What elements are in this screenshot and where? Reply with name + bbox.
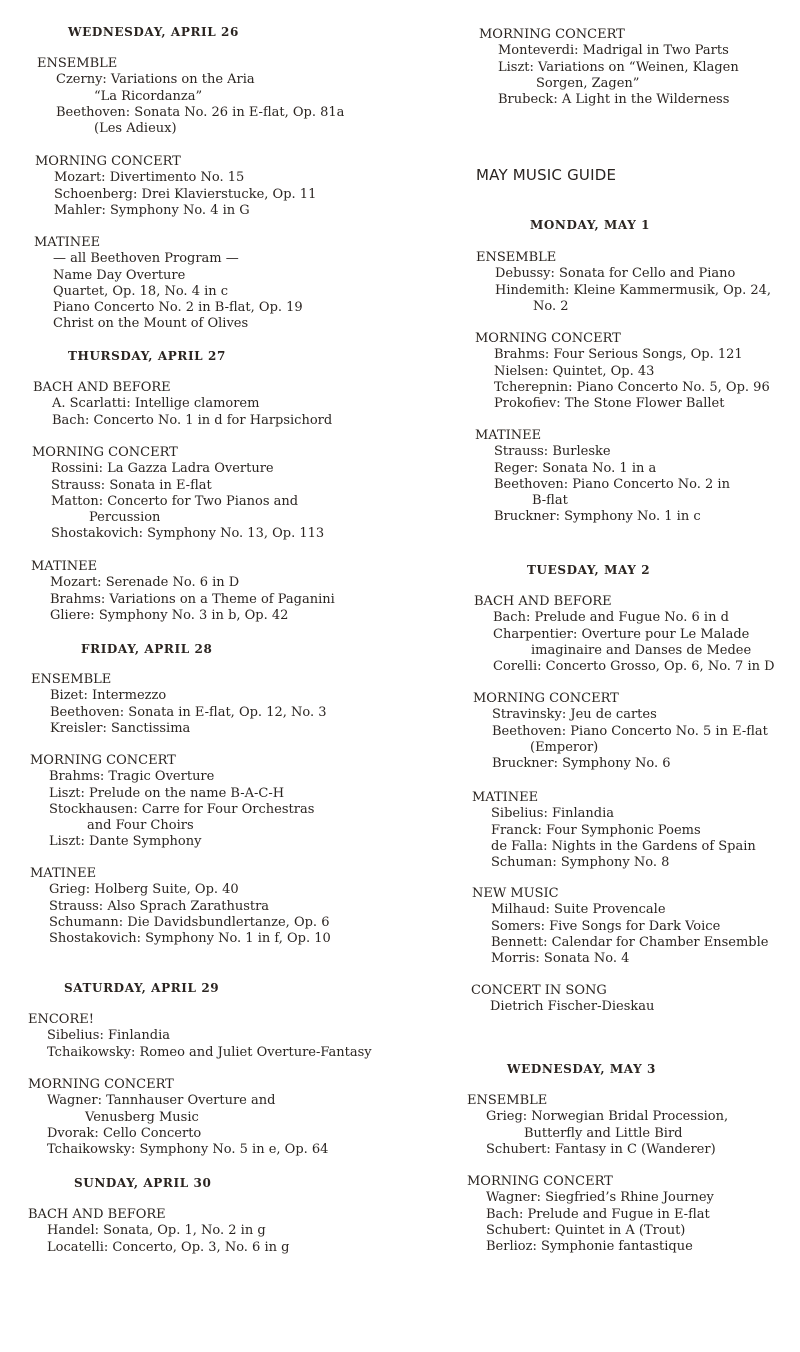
program-item-continuation: Venusberg Music xyxy=(85,1109,199,1125)
program-list xyxy=(471,999,654,1015)
section-title: NEW MUSIC xyxy=(472,886,559,901)
program-item-text: Handel: Sonata, Op. 1, No. 2 in g xyxy=(47,1223,266,1239)
program-section xyxy=(467,1093,728,1158)
program-item xyxy=(54,187,316,203)
program-item-text: Monteverdi: Madrigal in Two Parts xyxy=(498,43,729,59)
program-item xyxy=(47,1045,372,1061)
program-list xyxy=(474,610,775,675)
program-list xyxy=(475,347,770,412)
program-item xyxy=(47,1126,328,1142)
program-item xyxy=(53,300,303,316)
program-item xyxy=(486,1207,714,1223)
program-section xyxy=(30,753,314,851)
program-item xyxy=(494,396,770,412)
program-item-continuation: No. 2 xyxy=(533,298,569,314)
program-item-text: Stravinsky: Jeu de cartes xyxy=(492,707,657,723)
program-item xyxy=(495,283,771,316)
program-section xyxy=(32,445,324,543)
program-item xyxy=(49,931,331,947)
program-item-text: Christ on the Mount of Olives xyxy=(53,316,249,332)
program-item-continuation: (Les Adieux) xyxy=(94,121,177,137)
program-item-text: Beethoven: Sonata in E-flat, Op. 12, No. 3 xyxy=(50,704,327,720)
program-section xyxy=(472,790,756,871)
program-item xyxy=(491,806,756,822)
section-title: ENCORE! xyxy=(28,1012,94,1027)
program-item xyxy=(494,477,730,510)
program-item xyxy=(494,347,770,363)
program-item xyxy=(494,380,770,396)
program-item xyxy=(56,72,344,105)
section-title: BACH AND BEFORE xyxy=(33,380,171,395)
program-item xyxy=(491,951,768,967)
program-item xyxy=(493,610,775,626)
program-item-text: Bizet: Intermezzo xyxy=(50,688,167,704)
program-item-continuation: B-flat xyxy=(532,493,568,509)
program-item-text: Beethoven: Piano Concerto No. 2 in xyxy=(494,476,730,492)
program-item-text: Kreisler: Sanctissima xyxy=(50,720,191,736)
program-item xyxy=(50,705,327,721)
program-item-text: Wagner: Tannhauser Overture and xyxy=(47,1093,276,1109)
program-item-text: Liszt: Variations on “Weinen, Klagen xyxy=(498,59,739,75)
program-item xyxy=(51,494,324,527)
section-title: MORNING CONCERT xyxy=(475,331,621,346)
program-item xyxy=(486,1142,728,1158)
day-heading: WEDNESDAY, APRIL 26 xyxy=(68,25,239,39)
section-title: MATINEE xyxy=(31,559,98,574)
program-item xyxy=(53,251,303,267)
program-item xyxy=(49,899,331,915)
program-item xyxy=(491,839,756,855)
program-item xyxy=(50,592,335,608)
program-item-text: de Falla: Nights in the Gardens of Spain xyxy=(491,838,756,854)
day-heading: TUESDAY, MAY 2 xyxy=(527,563,651,577)
program-list xyxy=(479,43,739,108)
program-section xyxy=(31,672,327,737)
program-list xyxy=(37,72,344,137)
program-item xyxy=(49,769,314,785)
program-item xyxy=(54,203,316,219)
program-section xyxy=(475,331,770,412)
program-item xyxy=(47,1142,328,1158)
program-item-text: Piano Concerto No. 2 in B-flat, Op. 19 xyxy=(53,300,303,316)
program-item xyxy=(490,999,654,1015)
program-item-text: Beethoven: Piano Concerto No. 5 in E-flat xyxy=(492,723,768,739)
program-section xyxy=(28,1207,289,1256)
program-item-text: Shostakovich: Symphony No. 13, Op. 113 xyxy=(51,526,325,542)
program-item-text: Sibelius: Finlandia xyxy=(491,806,615,822)
program-item-text: Brahms: Variations on a Theme of Paganini xyxy=(50,591,335,607)
program-item-text: Prokofiev: The Stone Flower Ballet xyxy=(494,396,725,412)
program-item xyxy=(486,1223,714,1239)
program-item xyxy=(494,444,730,460)
program-item-text: Nielsen: Quintet, Op. 43 xyxy=(494,363,655,379)
program-item-text: Mozart: Serenade No. 6 in D xyxy=(50,575,240,591)
program-item-continuation: (Emperor) xyxy=(530,739,599,755)
program-item-text: Dietrich Fischer-Dieskau xyxy=(490,999,655,1015)
program-item-continuation: and Four Choirs xyxy=(87,818,194,834)
program-section xyxy=(35,154,316,219)
program-item xyxy=(492,707,768,723)
program-item xyxy=(498,43,739,59)
program-item xyxy=(49,915,331,931)
section-title: CONCERT IN SONG xyxy=(471,983,607,998)
program-item xyxy=(47,1223,289,1239)
program-item xyxy=(498,92,739,108)
program-item xyxy=(54,170,316,186)
program-item-text: — all Beethoven Program — xyxy=(53,251,239,267)
program-section xyxy=(474,594,775,675)
program-item-text: Brahms: Tragic Overture xyxy=(49,769,215,785)
program-item-text: Rossini: La Gazza Ladra Overture xyxy=(51,461,274,477)
day-heading: FRIDAY, APRIL 28 xyxy=(81,642,213,656)
program-item-text: Milhaud: Suite Provencale xyxy=(491,902,666,918)
program-item-text: Quartet, Op. 18, No. 4 in c xyxy=(53,283,229,299)
program-section xyxy=(473,691,768,772)
program-item-text: Franck: Four Symphonic Poems xyxy=(491,822,701,838)
program-section xyxy=(30,866,331,947)
program-item xyxy=(49,802,314,835)
program-section xyxy=(471,983,654,1016)
day-heading: SUNDAY, APRIL 30 xyxy=(74,1176,212,1190)
program-section xyxy=(475,428,730,526)
section-title: MORNING CONCERT xyxy=(473,691,619,706)
program-item-text: Schubert: Fantasy in C (Wanderer) xyxy=(486,1141,716,1157)
program-list xyxy=(472,806,756,871)
section-title: MATINEE xyxy=(472,790,539,805)
program-item xyxy=(492,756,768,772)
program-item-text: Bach: Concerto No. 1 in d for Harpsichord xyxy=(52,412,333,428)
section-title: MORNING CONCERT xyxy=(28,1077,174,1092)
program-item xyxy=(486,1239,714,1255)
program-item xyxy=(47,1240,289,1256)
section-title: MORNING CONCERT xyxy=(467,1174,613,1189)
program-list xyxy=(32,461,324,542)
program-list xyxy=(472,902,768,967)
program-item-text: Bach: Prelude and Fugue in E-flat xyxy=(486,1206,710,1222)
program-item xyxy=(494,509,730,525)
program-item xyxy=(50,688,327,704)
program-section xyxy=(476,250,771,315)
program-item-text: Wagner: Siegfried’s Rhine Journey xyxy=(486,1190,714,1206)
program-item xyxy=(491,823,756,839)
program-item xyxy=(53,268,303,284)
program-item xyxy=(52,413,332,429)
program-list xyxy=(467,1190,714,1255)
program-section xyxy=(37,56,344,137)
program-list xyxy=(28,1028,372,1061)
program-item xyxy=(486,1109,728,1142)
program-item-text: Somers: Five Songs for Dark Voice xyxy=(491,918,721,934)
program-list xyxy=(34,251,303,332)
program-item-text: Tchaikowsky: Symphony No. 5 in e, Op. 64 xyxy=(47,1142,329,1158)
program-item xyxy=(51,478,324,494)
program-item-text: Brahms: Four Serious Songs, Op. 121 xyxy=(494,347,743,363)
program-item-text: Bruckner: Symphony No. 6 xyxy=(492,756,671,772)
program-item-text: Grieg: Holberg Suite, Op. 40 xyxy=(49,882,239,898)
program-item xyxy=(491,902,768,918)
program-item-continuation: Butterfly and Little Bird xyxy=(524,1125,683,1141)
program-item-text: Gliere: Symphony No. 3 in b, Op. 42 xyxy=(50,607,289,623)
program-item-text: Schoenberg: Drei Klavierstucke, Op. 11 xyxy=(54,186,317,202)
program-item-text: Grieg: Norwegian Bridal Procession, xyxy=(486,1109,729,1125)
program-item xyxy=(50,721,327,737)
program-section xyxy=(31,559,335,624)
program-section xyxy=(28,1012,372,1061)
program-item xyxy=(53,284,303,300)
program-item xyxy=(498,60,739,93)
program-item-text: Mahler: Symphony No. 4 in G xyxy=(54,202,250,218)
program-item-text: Charpentier: Overture pour Le Malade xyxy=(493,626,750,642)
section-title: MORNING CONCERT xyxy=(30,753,176,768)
program-list xyxy=(30,882,331,947)
section-title: ENSEMBLE xyxy=(476,250,557,265)
program-item xyxy=(49,786,314,802)
program-list xyxy=(33,396,332,429)
program-item xyxy=(50,575,335,591)
section-title: MATINEE xyxy=(475,428,542,443)
day-heading: SATURDAY, APRIL 29 xyxy=(64,981,220,995)
program-item xyxy=(493,659,775,675)
program-list xyxy=(476,266,771,315)
section-title: BACH AND BEFORE xyxy=(474,594,612,609)
section-title: BACH AND BEFORE xyxy=(28,1207,166,1222)
program-item-text: Berlioz: Symphonie fantastique xyxy=(486,1239,693,1255)
section-title: MORNING CONCERT xyxy=(479,27,625,42)
program-item-text: Liszt: Prelude on the name B-A-C-H xyxy=(49,785,285,801)
program-item xyxy=(491,935,768,951)
program-item-text: Corelli: Concerto Grosso, Op. 6, No. 7 in D xyxy=(493,659,775,675)
program-item xyxy=(494,364,770,380)
program-item-text: Bruckner: Symphony No. 1 in c xyxy=(494,509,701,525)
program-item-text: Liszt: Dante Symphony xyxy=(49,834,202,850)
day-heading: MONDAY, MAY 1 xyxy=(530,218,651,232)
program-item xyxy=(491,919,768,935)
program-item-text: Dvorak: Cello Concerto xyxy=(47,1125,202,1141)
program-section xyxy=(34,235,303,333)
program-item xyxy=(49,834,314,850)
program-item-text: Shostakovich: Symphony No. 1 in f, Op. 10 xyxy=(49,931,331,947)
program-item xyxy=(50,608,335,624)
section-title: MORNING CONCERT xyxy=(32,445,178,460)
day-heading: WEDNESDAY, MAY 3 xyxy=(507,1062,656,1076)
program-item-text: Strauss: Also Sprach Zarathustra xyxy=(49,898,270,914)
program-item-text: Czerny: Variations on the Aria xyxy=(56,72,255,88)
program-item-text: Beethoven: Sonata No. 26 in E-flat, Op. 81a xyxy=(56,104,345,120)
program-item-text: Schubert: Quintet in A (Trout) xyxy=(486,1222,686,1238)
program-section xyxy=(33,380,332,429)
program-item xyxy=(52,396,332,412)
program-item-text: Bennett: Calendar for Chamber Ensemble xyxy=(491,934,769,950)
section-title: ENSEMBLE xyxy=(37,56,118,71)
program-item xyxy=(51,461,324,477)
program-item xyxy=(495,266,771,282)
program-item-continuation: Sorgen, Zagen” xyxy=(536,75,640,91)
program-item xyxy=(492,724,768,757)
program-list xyxy=(475,444,730,525)
program-item-text: Strauss: Burleske xyxy=(494,444,611,460)
program-item xyxy=(494,461,730,477)
program-item-continuation: imaginaire and Danses de Medee xyxy=(531,642,752,658)
program-list xyxy=(28,1223,289,1256)
program-item xyxy=(53,316,303,332)
program-item xyxy=(486,1190,714,1206)
program-item-text: Stockhausen: Carre for Four Orchestras xyxy=(49,801,315,817)
program-item-text: A. Scarlatti: Intellige clamorem xyxy=(52,396,260,412)
program-section xyxy=(467,1174,714,1255)
program-list xyxy=(31,688,327,737)
program-item-text: Sibelius: Finlandia xyxy=(47,1028,171,1044)
guide-title: MAY MUSIC GUIDE xyxy=(476,166,617,184)
program-item xyxy=(47,1093,328,1126)
program-section xyxy=(479,27,739,108)
program-list xyxy=(28,1093,328,1158)
program-item-text: Tchaikowsky: Romeo and Juliet Overture-Fantasy xyxy=(47,1044,372,1060)
program-item-text: Brubeck: A Light in the Wilderness xyxy=(498,92,730,108)
section-title: MORNING CONCERT xyxy=(35,154,181,169)
program-list xyxy=(35,170,316,219)
program-item-continuation: Percussion xyxy=(89,510,161,526)
program-item-text: Name Day Overture xyxy=(53,267,186,283)
program-item xyxy=(51,526,324,542)
program-item-text: Bach: Prelude and Fugue No. 6 in d xyxy=(493,610,729,626)
section-title: ENSEMBLE xyxy=(467,1093,548,1108)
section-title: ENSEMBLE xyxy=(31,672,112,687)
program-item xyxy=(49,882,331,898)
program-list xyxy=(31,575,335,624)
program-item-text: Matton: Concerto for Two Pianos and xyxy=(51,493,299,509)
program-section xyxy=(28,1077,328,1158)
program-item xyxy=(493,627,775,660)
program-item-continuation: “La Ricordanza” xyxy=(94,88,203,104)
program-item-text: Hindemith: Kleine Kammermusik, Op. 24, xyxy=(495,282,772,298)
program-list xyxy=(473,707,768,772)
program-item-text: Mozart: Divertimento No. 15 xyxy=(54,170,245,186)
program-item xyxy=(47,1028,372,1044)
section-title: MATINEE xyxy=(30,866,97,881)
program-item-text: Strauss: Sonata in E-flat xyxy=(51,477,212,493)
program-item-text: Schumann: Die Davidsbundlertanze, Op. 6 xyxy=(49,914,330,930)
program-item-text: Debussy: Sonata for Cello and Piano xyxy=(495,266,736,282)
program-list xyxy=(467,1109,728,1158)
program-list xyxy=(30,769,314,850)
program-item-text: Tcherepnin: Piano Concerto No. 5, Op. 96 xyxy=(494,379,770,395)
program-item xyxy=(491,855,756,871)
program-item-text: Schuman: Symphony No. 8 xyxy=(491,855,670,871)
section-title: MATINEE xyxy=(34,235,101,250)
program-section xyxy=(472,886,768,967)
program-item xyxy=(56,105,344,138)
program-item-text: Morris: Sonata No. 4 xyxy=(491,951,630,967)
day-heading: THURSDAY, APRIL 27 xyxy=(68,349,226,363)
program-item-text: Reger: Sonata No. 1 in a xyxy=(494,460,657,476)
program-item-text: Locatelli: Concerto, Op. 3, No. 6 in g xyxy=(47,1239,290,1255)
